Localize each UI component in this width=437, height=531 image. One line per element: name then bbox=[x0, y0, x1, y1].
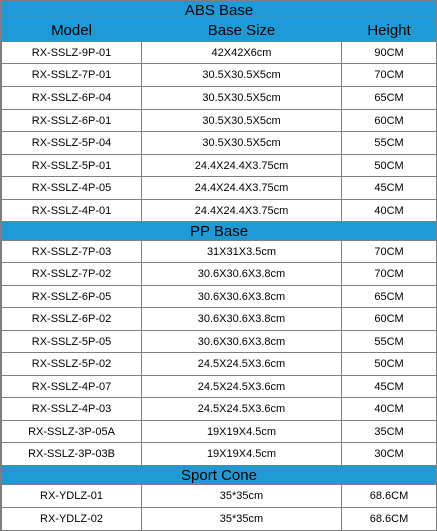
spec-table-body bbox=[2, 1, 437, 531]
model-cell: RX-SSLZ-5P-01 bbox=[2, 155, 142, 177]
height-cell: 55CM bbox=[342, 331, 437, 353]
height-cell: 65CM bbox=[342, 286, 437, 308]
height-cell: 90CM bbox=[342, 42, 437, 64]
table-row bbox=[2, 132, 437, 155]
table-row bbox=[2, 485, 437, 508]
base-size-cell: 24.5X24.5X3.6cm bbox=[142, 353, 342, 376]
height-cell: 60CM bbox=[342, 308, 437, 331]
model-cell: RX-SSLZ-4P-05 bbox=[2, 177, 142, 200]
model-cell: RX-SSLZ-6P-05 bbox=[2, 286, 142, 308]
height-cell: 45CM bbox=[342, 376, 437, 398]
model-cell: RX-SSLZ-5P-02 bbox=[2, 353, 142, 376]
table-row bbox=[2, 376, 437, 398]
table-row bbox=[2, 443, 437, 466]
height-cell: 70CM bbox=[342, 263, 437, 286]
model-cell: RX-SSLZ-4P-07 bbox=[2, 376, 142, 398]
section-title: Sport Cone bbox=[2, 466, 437, 485]
base-size-cell: 19X19X4.5cm bbox=[142, 443, 342, 466]
model-cell: RX-SSLZ-5P-04 bbox=[2, 132, 142, 155]
model-cell: RX-SSLZ-7P-02 bbox=[2, 263, 142, 286]
height-cell: 68.6CM bbox=[342, 485, 437, 508]
base-spec-table bbox=[1, 0, 437, 531]
base-size-cell: 24.5X24.5X3.6cm bbox=[142, 376, 342, 398]
section-header-abs-base bbox=[2, 1, 437, 20]
height-cell: 55CM bbox=[342, 132, 437, 155]
model-cell: RX-SSLZ-3P-05A bbox=[2, 421, 142, 443]
height-cell: 70CM bbox=[342, 64, 437, 87]
base-size-cell: 30.6X30.6X3.8cm bbox=[142, 308, 342, 331]
height-cell: 65CM bbox=[342, 87, 437, 110]
height-cell: 50CM bbox=[342, 353, 437, 376]
table-row bbox=[2, 353, 437, 376]
model-cell: RX-SSLZ-4P-03 bbox=[2, 398, 142, 421]
base-size-cell: 19X19X4.5cm bbox=[142, 421, 342, 443]
section-title: ABS Base bbox=[2, 1, 437, 20]
table-row bbox=[2, 87, 437, 110]
height-cell: 40CM bbox=[342, 200, 437, 222]
model-cell: RX-SSLZ-6P-01 bbox=[2, 110, 142, 132]
model-cell: RX-SSLZ-4P-01 bbox=[2, 200, 142, 222]
model-cell: RX-YDLZ-01 bbox=[2, 485, 142, 508]
base-size-cell: 35*35cm bbox=[142, 485, 342, 508]
column-header-model: Model bbox=[2, 20, 142, 42]
column-header-row bbox=[2, 20, 437, 42]
base-size-cell: 24.5X24.5X3.6cm bbox=[142, 398, 342, 421]
model-cell: RX-SSLZ-7P-03 bbox=[2, 241, 142, 263]
table-row bbox=[2, 398, 437, 421]
base-size-cell: 30.5X30.5X5cm bbox=[142, 64, 342, 87]
height-cell: 50CM bbox=[342, 155, 437, 177]
height-cell: 30CM bbox=[342, 443, 437, 466]
model-cell: RX-SSLZ-5P-05 bbox=[2, 331, 142, 353]
model-cell: RX-SSLZ-7P-01 bbox=[2, 64, 142, 87]
height-cell: 40CM bbox=[342, 398, 437, 421]
table-row bbox=[2, 241, 437, 263]
table-row bbox=[2, 200, 437, 222]
height-cell: 35CM bbox=[342, 421, 437, 443]
table-row bbox=[2, 110, 437, 132]
table-row bbox=[2, 421, 437, 443]
base-size-cell: 42X42X6cm bbox=[142, 42, 342, 64]
height-cell: 60CM bbox=[342, 110, 437, 132]
column-header-height: Height bbox=[342, 20, 437, 42]
section-header-sport-cone bbox=[2, 466, 437, 485]
base-size-cell: 30.6X30.6X3.8cm bbox=[142, 263, 342, 286]
model-cell: RX-SSLZ-3P-03B bbox=[2, 443, 142, 466]
table-row bbox=[2, 263, 437, 286]
table-row bbox=[2, 508, 437, 531]
base-size-cell: 31X31X3.5cm bbox=[142, 241, 342, 263]
model-cell: RX-YDLZ-02 bbox=[2, 508, 142, 531]
table-row bbox=[2, 308, 437, 331]
model-cell: RX-SSLZ-6P-02 bbox=[2, 308, 142, 331]
base-size-cell: 24.4X24.4X3.75cm bbox=[142, 177, 342, 200]
base-size-cell: 35*35cm bbox=[142, 508, 342, 531]
table-row bbox=[2, 42, 437, 64]
base-size-cell: 24.4X24.4X3.75cm bbox=[142, 200, 342, 222]
table-row bbox=[2, 331, 437, 353]
base-size-cell: 30.6X30.6X3.8cm bbox=[142, 331, 342, 353]
model-cell: RX-SSLZ-6P-04 bbox=[2, 87, 142, 110]
table-row bbox=[2, 286, 437, 308]
section-title: PP Base bbox=[2, 222, 437, 241]
base-size-cell: 30.5X30.5X5cm bbox=[142, 132, 342, 155]
section-header-pp-base bbox=[2, 222, 437, 241]
height-cell: 70CM bbox=[342, 241, 437, 263]
height-cell: 45CM bbox=[342, 177, 437, 200]
table-row bbox=[2, 64, 437, 87]
table-row bbox=[2, 155, 437, 177]
base-size-cell: 30.5X30.5X5cm bbox=[142, 87, 342, 110]
base-size-cell: 30.5X30.5X5cm bbox=[142, 110, 342, 132]
base-size-cell: 30.6X30.6X3.8cm bbox=[142, 286, 342, 308]
base-size-cell: 24.4X24.4X3.75cm bbox=[142, 155, 342, 177]
model-cell: RX-SSLZ-9P-01 bbox=[2, 42, 142, 64]
table-row bbox=[2, 177, 437, 200]
column-header-base-size: Base Size bbox=[142, 20, 342, 42]
height-cell: 68.6CM bbox=[342, 508, 437, 531]
